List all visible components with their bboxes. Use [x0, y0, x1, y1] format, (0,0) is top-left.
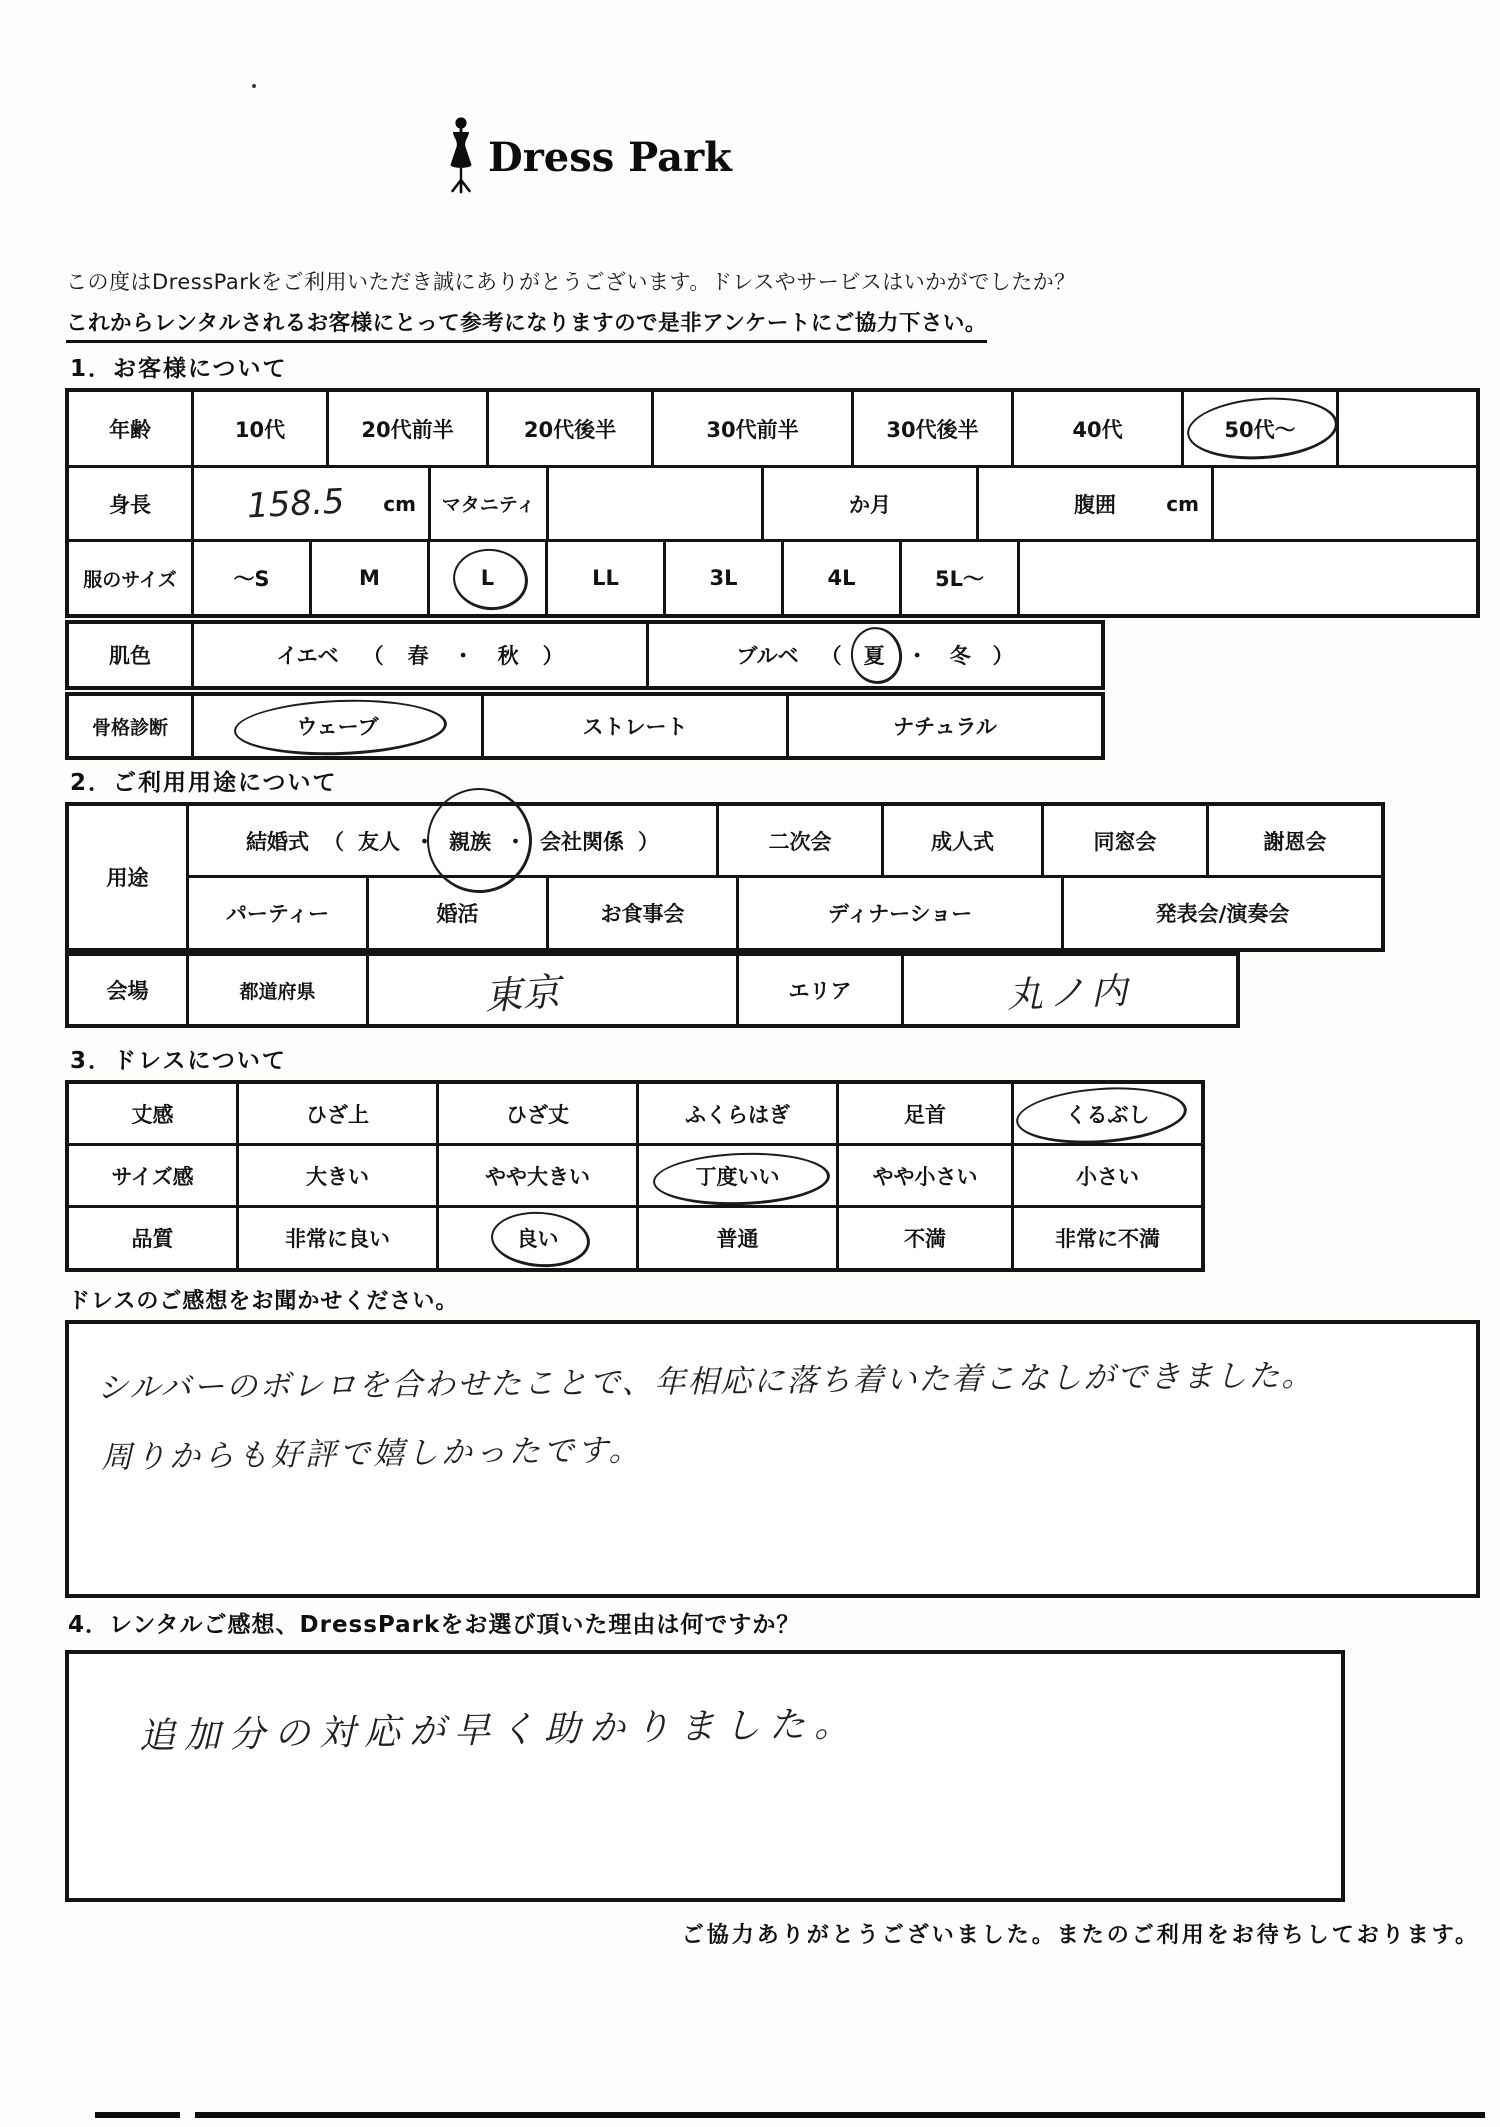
waist-label: 腹囲 — [1074, 492, 1116, 517]
venue-label: 会場 — [69, 956, 189, 1024]
venue-row — [69, 956, 1236, 1024]
customer-table — [65, 388, 1480, 618]
usage-option-party: パーティー — [189, 878, 369, 948]
clothing-size-row — [69, 542, 1476, 614]
height-handwritten-value: 158.5 — [246, 480, 346, 527]
quality-option-very-good: 非常に良い — [239, 1208, 439, 1268]
size-option-4l: 4L — [784, 542, 902, 614]
dress-form-icon — [442, 116, 480, 194]
size-option-m: M — [312, 542, 430, 614]
usage-option-thanks-party: 謝恩会 — [1209, 806, 1381, 878]
reason-box — [65, 1650, 1345, 1902]
prefecture-value-cell — [369, 956, 739, 1024]
size-option-3l: 3L — [666, 542, 784, 614]
brand-name: Dress Park — [488, 134, 732, 181]
age-row — [69, 392, 1476, 468]
frame-diagnosis-row — [69, 696, 1101, 756]
venue-table — [65, 952, 1240, 1028]
age-option-10s: 10代 — [194, 392, 329, 468]
section1-heading: 1．お客様について — [70, 356, 288, 382]
skin-option-summer-selected: 夏 — [864, 640, 885, 670]
empty-cell — [1020, 542, 1476, 614]
fit-label: サイズ感 — [69, 1146, 239, 1208]
height-row — [69, 468, 1476, 542]
area-value-cell — [904, 956, 1236, 1024]
age-option-late20s: 20代後半 — [489, 392, 654, 468]
months-label: か月 — [764, 468, 979, 542]
quality-row — [69, 1208, 1201, 1268]
empty-cell — [1214, 468, 1476, 542]
usage-option-recital: 発表会/演奏会 — [1155, 902, 1290, 926]
footer-thanks: ご協力ありがとうございました。またのご利用をお待ちしております。 — [681, 1923, 1480, 1948]
frame-label: 骨格診断 — [69, 696, 194, 756]
frame-option-wave-selected: ウェーブ — [194, 696, 484, 756]
fit-option-just-right-selected: 丁度いい — [639, 1146, 839, 1208]
usage-row-1 — [189, 806, 1381, 878]
height-unit: cm — [383, 491, 416, 516]
usage-table — [65, 802, 1385, 952]
length-option-anklebone-selected: くるぶし — [1014, 1084, 1201, 1146]
waist-cell — [979, 468, 1214, 542]
skin-cool-cell: ブルベ （ 夏 ・ 冬 ） — [649, 624, 1101, 686]
skin-label: 肌色 — [69, 624, 194, 686]
frame-option-natural: ナチュラル — [893, 715, 997, 739]
prefecture-label: 都道府県 — [189, 956, 369, 1024]
scan-speck — [252, 84, 256, 88]
dress-table — [65, 1080, 1205, 1272]
age-option-early20s: 20代前半 — [329, 392, 489, 468]
height-label: 身長 — [69, 468, 194, 542]
usage-option-dinner-meeting: お食事会 — [549, 878, 739, 948]
length-option-ankle: 足首 — [839, 1084, 1014, 1146]
fit-option-big: 大きい — [239, 1146, 439, 1208]
length-option-knee: ひざ丈 — [439, 1084, 639, 1146]
usage-option-reunion: 同窓会 — [1044, 806, 1209, 878]
skin-tone-row — [69, 624, 1101, 686]
fit-option-slightly-small: やや小さい — [839, 1146, 1014, 1208]
skin-warm-cell: イエベ （ 春 ・ 秋 ） — [194, 624, 649, 686]
waist-unit: cm — [1166, 491, 1199, 516]
quality-option-very-unsatisfied: 非常に不満 — [1055, 1227, 1160, 1251]
feedback-handwritten-line2: 周りからも好評で嬉しかったです。 — [100, 1432, 643, 1476]
usage-option-afterparty: 二次会 — [719, 806, 884, 878]
brand-logo — [442, 116, 732, 194]
frame-option-straight: ストレート — [484, 696, 789, 756]
section4-heading: 4．レンタルご感想、DressParkをお選び頂いた理由は何ですか？ — [68, 1612, 801, 1638]
fit-option-slightly-big: やや大きい — [439, 1146, 639, 1208]
age-option-40s: 40代 — [1014, 392, 1184, 468]
fit-option-small: 小さい — [1014, 1146, 1201, 1208]
usage-wedding-cell: 結婚式 （ 友人 ・ 親族 ・ 会社関係 ） — [189, 806, 719, 878]
age-option-early30s: 30代前半 — [654, 392, 854, 468]
size-option-l-selected: L — [430, 542, 548, 614]
usage-option-relatives-selected: 親族 — [449, 826, 491, 856]
skin-tone-table — [65, 620, 1105, 690]
usage-option-dinner-show: ディナーショー — [739, 878, 1064, 948]
scan-artifact-line — [195, 2112, 1485, 2118]
length-option-above-knee: ひざ上 — [239, 1084, 439, 1146]
area-label: エリア — [739, 956, 904, 1024]
fit-row — [69, 1146, 1201, 1208]
intro-line1: この度はDressParkをご利用いただき誠にありがとうございます。ドレスやサービスはいかがでしたか？ — [66, 270, 1076, 294]
feedback-box — [65, 1320, 1480, 1598]
usage-option-konkatsu: 婚活 — [369, 878, 549, 948]
frame-diagnosis-table — [65, 692, 1105, 760]
quality-label: 品質 — [69, 1208, 239, 1268]
scan-artifact-line — [95, 2112, 180, 2118]
intro-line2: これからレンタルされるお客様にとって参考になりますので是非アンケートにご協力下さい。 — [66, 306, 987, 343]
quality-option-good-selected: 良い — [439, 1208, 639, 1268]
quality-option-normal: 普通 — [639, 1208, 839, 1268]
age-option-late30s: 30代後半 — [854, 392, 1014, 468]
quality-option-unsatisfied: 不満 — [839, 1208, 1014, 1268]
usage-label: 用途 — [69, 806, 189, 948]
feedback-prompt: ドレスのご感想をお聞かせください。 — [68, 1289, 459, 1314]
size-option-5l: 5L～ — [902, 542, 1020, 614]
prefecture-handwritten-value: 東京 — [483, 968, 563, 1019]
section2-heading: 2．ご利用用途について — [70, 770, 338, 796]
empty-cell — [1339, 392, 1476, 468]
size-option-s: ～S — [194, 542, 312, 614]
age-label: 年齢 — [69, 392, 194, 468]
section3-heading: 3．ドレスについて — [70, 1048, 287, 1074]
age-option-50s-selected: 50代～ — [1184, 392, 1339, 468]
size-option-ll: LL — [548, 542, 666, 614]
maternity-label: マタニティ — [431, 468, 549, 542]
length-label: 丈感 — [69, 1084, 239, 1146]
length-option-calf: ふくらはぎ — [639, 1084, 839, 1146]
usage-option-coming-of-age: 成人式 — [884, 806, 1044, 878]
usage-row-2 — [189, 878, 1381, 948]
reason-handwritten-answer: 追加分の対応が早く助かりました。 — [138, 1703, 860, 1758]
feedback-handwritten-line1: シルバーのボレロを合わせたことで、年相応に落ち着いた着こなしができました。 — [96, 1357, 1315, 1407]
maternity-months-blank — [549, 468, 764, 542]
height-value-cell — [194, 468, 431, 542]
size-label: 服のサイズ — [69, 542, 194, 614]
length-row — [69, 1084, 1201, 1146]
area-handwritten-value: 丸ノ内 — [1006, 970, 1134, 1016]
